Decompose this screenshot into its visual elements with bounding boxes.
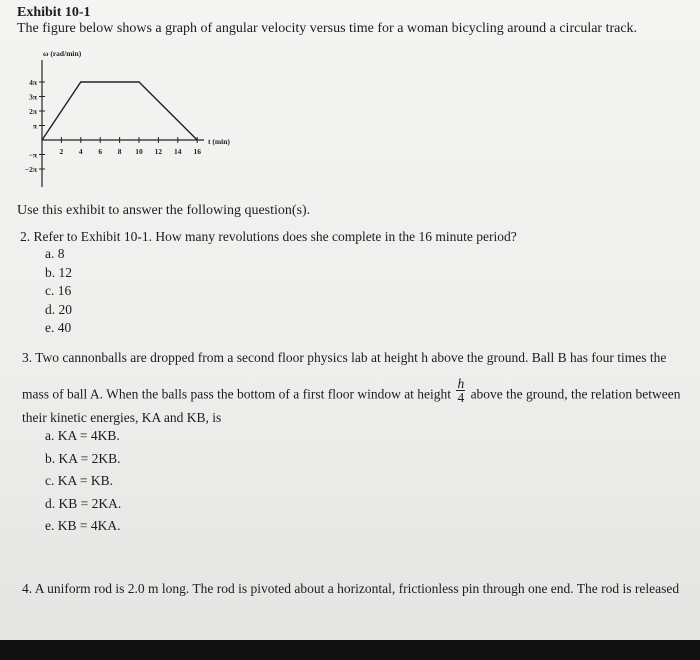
x-tick-label: 12 xyxy=(154,147,163,156)
question-2-text: 2. Refer to Exhibit 10-1. How many revolutions does she complete in the 16 minute period? xyxy=(20,229,517,244)
q2-option-e[interactable]: e. 40 xyxy=(45,320,72,335)
exhibit-description: The figure below shows a graph of angular velocity versus time for a woman bicycling around a circular track. xyxy=(17,21,638,36)
question-4-text: 4. A uniform rod is 2.0 m long. The rod is pivoted about a horizontal, frictionless pin through one end. The rod is released xyxy=(22,581,680,596)
q3-option-b[interactable]: b. KA = 2KB. xyxy=(45,450,121,466)
x-tick-label: 16 xyxy=(193,147,201,156)
q3-option-a[interactable]: a. KA = 4KB. xyxy=(45,428,120,443)
x-axis-label: t (min) xyxy=(208,137,230,146)
x-tick-label: 10 xyxy=(135,147,143,156)
question-3-line-2 xyxy=(22,376,681,409)
question-2-options xyxy=(45,246,72,339)
y-axis-label: ω (rad/min) xyxy=(43,49,82,58)
x-tick-label: 2 xyxy=(59,147,64,156)
angular-velocity-line xyxy=(42,82,197,140)
y-tick-label: 2π xyxy=(29,107,37,116)
q2-option-d[interactable]: d. 20 xyxy=(45,301,72,317)
x-tick-label: 6 xyxy=(98,147,103,156)
fraction-numerator: h xyxy=(457,376,465,391)
q3-line2-end: above the ground, the relation between xyxy=(470,386,681,402)
q3-option-d[interactable]: d. KB = 2KA. xyxy=(45,495,122,511)
angular-velocity-graph xyxy=(18,42,230,192)
q2-option-a[interactable]: a. 8 xyxy=(45,246,65,261)
y-tick-label: 4π xyxy=(29,78,37,87)
question-3-line-1: 3. Two cannonballs are dropped from a second floor physics lab at height h above the ground. Ball B has four times the xyxy=(22,350,667,365)
x-tick-label: 8 xyxy=(117,147,122,156)
x-tick-label: 14 xyxy=(174,147,182,156)
h-over-4-fraction xyxy=(456,377,465,404)
q3-option-e[interactable]: e. KB = 4KA. xyxy=(45,518,121,533)
question-3-options xyxy=(45,428,121,541)
exhibit-instructions: Use this exhibit to answer the following question(s). xyxy=(17,203,311,218)
q3-option-c[interactable]: c. KA = KB. xyxy=(45,473,113,488)
q2-option-b[interactable]: b. 12 xyxy=(45,264,72,280)
question-3-line-3: their kinetic energies, KA and KB, is xyxy=(22,410,222,425)
y-tick-label: π xyxy=(32,121,37,131)
y-tick-label: −π xyxy=(28,150,37,160)
q2-option-c[interactable]: c. 16 xyxy=(45,283,72,298)
q3-line2-start: mass of ball A. When the balls pass the bottom of a first floor window at height xyxy=(22,386,452,402)
x-tick-label: 4 xyxy=(78,147,83,156)
exhibit-title: Exhibit 10-1 xyxy=(17,5,91,20)
fraction-denominator: 4 xyxy=(457,390,465,405)
y-tick-label: 3π xyxy=(29,92,37,102)
bottom-black-bar xyxy=(0,640,700,660)
y-tick-label: −2π xyxy=(24,165,37,174)
